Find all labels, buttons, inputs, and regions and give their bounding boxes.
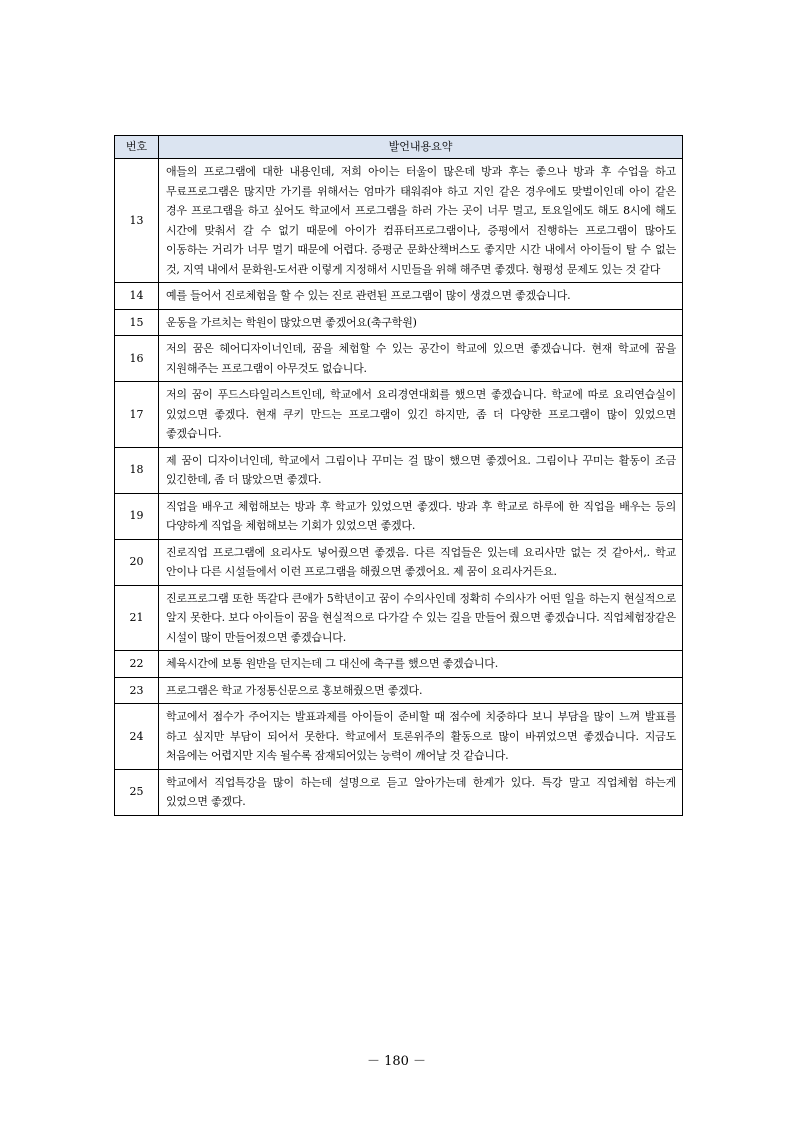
row-number: 17 — [115, 382, 159, 448]
table-header-row — [115, 136, 683, 159]
row-text: 직업을 배우고 체험해보는 방과 후 학교가 있었으면 좋겠다. 방과 후 학교로 하루에 한 직업을 배우는 등의 다양하게 직업을 체험해보는 기회가 있었으면 좋겠다. — [159, 493, 683, 539]
row-text: 저의 꿈이 푸드스타일리스트인데, 학교에서 요리경연대회를 했으면 좋겠습니다. 학교에 따로 요리연습실이 있었으면 좋겠다. 현재 쿠키 만드는 프로그램이 있긴 하지만, 좀 더 다양한 프로그램이 많이 있었으면 좋겠습니다. — [159, 382, 683, 448]
row-text: 애들의 프로그램에 대한 내용인데, 저희 아이는 터울이 많은데 방과 후는 좋으나 방과 후 수업을 하고 무료프로그램은 많지만 가기를 위해서는 엄마가 태워줘야 하고 지인 같은 경우에도 맞벌이인데 아이 같은 경우 프로그램을 하고 싶어도 학교에서 프로그램을 하러 가는 곳이 너무 멀고, 토요일에도 해도 8시에 해도 시간에 맞춰서 갈 수 없기 때문에 아이가 컴퓨터프로그램이나, 증평에서 진행하는 프로그램이 많아도 이동하는 거리가 너무 멀기 때문에 어렵다. 증평군 문화산책버스도 좋지만 시간 내에서 아이들이 탈 수 없는 것, 지역 내에서 문화원-도서관 이렇게 지정해서 시민들을 위해 해주면 좋겠다. 형평성 문제도 있는 것 같다 — [159, 159, 683, 283]
row-text: 예를 들어서 진로체험을 할 수 있는 진로 관련된 프로그램이 많이 생겼으면 좋겠습니다. — [159, 283, 683, 310]
table-row — [115, 585, 683, 651]
row-number: 23 — [115, 677, 159, 704]
row-number: 21 — [115, 585, 159, 651]
row-number: 15 — [115, 309, 159, 336]
row-number: 24 — [115, 704, 159, 770]
row-number: 20 — [115, 539, 159, 585]
row-text: 운동을 가르치는 학원이 많았으면 좋겠어요(축구학원) — [159, 309, 683, 336]
row-number: 14 — [115, 283, 159, 310]
table-row — [115, 382, 683, 448]
table-row — [115, 159, 683, 283]
table-row — [115, 309, 683, 336]
row-number: 13 — [115, 159, 159, 283]
row-text: 제 꿈이 디자이너인데, 학교에서 그림이나 꾸미는 걸 많이 했으면 좋겠어요. 그림이나 꾸미는 활동이 조금 있긴한데, 좀 더 많았으면 좋겠다. — [159, 447, 683, 493]
row-number: 19 — [115, 493, 159, 539]
row-text: 체육시간에 보통 원반을 던지는데 그 대신에 축구를 했으면 좋겠습니다. — [159, 651, 683, 678]
row-text: 학교에서 직업특강을 많이 하는데 설명으로 듣고 알아가는데 한계가 있다. 특강 말고 직업체험 하는게 있었으면 좋겠다. — [159, 769, 683, 815]
table-row — [115, 283, 683, 310]
header-number: 번호 — [115, 136, 159, 159]
row-number: 16 — [115, 336, 159, 382]
row-text: 프로그램은 학교 가정통신문으로 홍보해줬으면 좋겠다. — [159, 677, 683, 704]
opinion-summary-table — [114, 135, 683, 816]
table-row — [115, 336, 683, 382]
table-row — [115, 651, 683, 678]
row-text: 진로프로그램 또한 똑같다 큰애가 5학년이고 꿈이 수의사인데 정확히 수의사가 어떤 일을 하는지 현실적으로 알지 못한다. 보다 아이들이 꿈을 현실적으로 다가갈 수 있는 길을 만들어 줬으면 좋겠습니다. 직업체험장같은 시설이 많이 만들어졌으면 좋겠습니다. — [159, 585, 683, 651]
page-number: － 180 － — [366, 1054, 427, 1069]
row-text: 저의 꿈은 헤어디자이너인데, 꿈을 체험할 수 있는 공간이 학교에 있으면 좋겠습니다. 현재 학교에 꿈을 지원해주는 프로그램이 아무것도 없습니다. — [159, 336, 683, 382]
row-number: 25 — [115, 769, 159, 815]
table-row — [115, 539, 683, 585]
table-row — [115, 447, 683, 493]
header-summary: 발언내용요약 — [159, 136, 683, 159]
row-text: 학교에서 점수가 주어지는 발표과제를 아이들이 준비할 때 점수에 치중하다 보니 부담을 많이 느껴 발표를 하고 싶지만 부담이 되어서 못한다. 학교에서 토론위주의 활동으로 많이 바뀌었으면 좋겠습니다. 지금도 처음에는 어렵지만 지속 될수록 잠재되어있는 능력이 깨어날 것 같습니다. — [159, 704, 683, 770]
row-number: 18 — [115, 447, 159, 493]
table-row — [115, 493, 683, 539]
table-row — [115, 704, 683, 770]
row-number: 22 — [115, 651, 159, 678]
table-row — [115, 769, 683, 815]
table-row — [115, 677, 683, 704]
row-text: 진로직업 프로그램에 요리사도 넣어줬으면 좋겠음. 다른 직업들은 있는데 요리사만 없는 것 같아서,. 학교 안이나 다른 시설들에서 이런 프로그램을 해줬으면 좋겠어요. 제 꿈이 요리사거든요. — [159, 539, 683, 585]
